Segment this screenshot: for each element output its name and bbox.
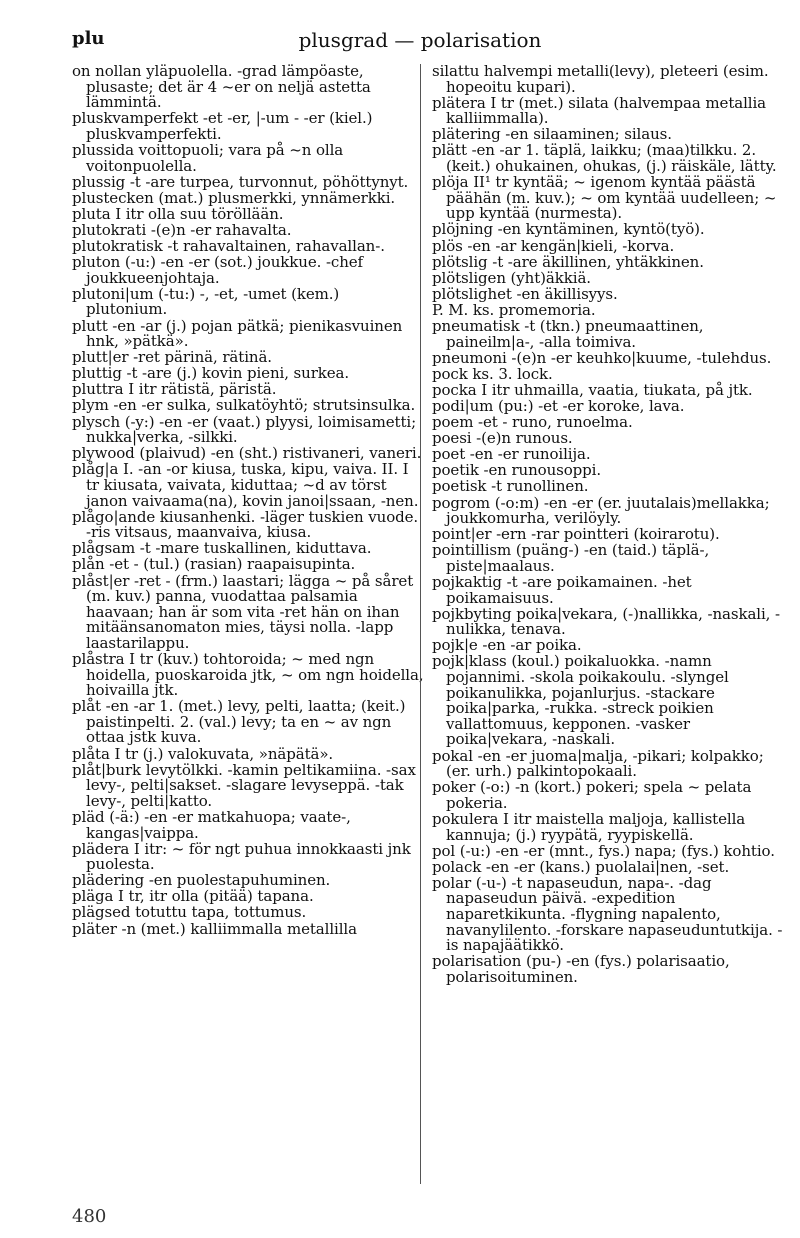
- dictionary-entry: plussig -t -are turpea, turvonnut, pöhöttynyt.: [72, 172, 409, 191]
- dictionary-entry: poker (-o:) -n (kort.) pokeri; spela ~ pelata pokeria.: [432, 778, 752, 812]
- dictionary-entry: plöja II¹ tr kyntää; ~ igenom kyntää päästä päähän (m. kuv.); ~ om kyntää uudelleen; ~ upp kyntää (nurmesta).: [432, 173, 777, 223]
- dictionary-entry: pojkbyting poika|vekara, (-)nallikka, -naskali, -nulikka, tenava.: [432, 604, 780, 639]
- dictionary-entry: plåstra I tr (kuv.) tohtoroida; ~ med ngn hoidella, puoskaroida jtk, ~ om ngn hoidella, hoivailla jtk.: [72, 649, 424, 700]
- dictionary-entry: polarisation (pu-) -en (fys.) polarisaatio, polarisoituminen.: [432, 952, 730, 986]
- dictionary-entry: pläter -n (met.) kalliimmalla metallilla: [72, 919, 357, 938]
- dictionary-entry: plötsligen (yht)äkkiä.: [432, 268, 591, 287]
- dictionary-entry: pneumoni -(e)n -er keuhko|kuume, -tulehdus.: [432, 348, 772, 367]
- dictionary-entry: plötslighet -en äkillisyys.: [432, 284, 618, 303]
- dictionary-entry: plåt -en -ar 1. (met.) levy, pelti, laatta; (keit.) paistinpelti. 2. (val.) levy; ta en ~ av ngn ottaa jstk kuva.: [72, 697, 406, 747]
- dictionary-entry: plågsam -t -mare tuskallinen, kiduttava.: [72, 539, 372, 558]
- dictionary-entry: polack -en -er (kans.) puolalai|nen, -set.: [432, 857, 730, 876]
- dictionary-entry: pojk|klass (koul.) poikaluokka. -namn pojannimi. -skola poikakoulu. -slyngel poikanulikka, pojanlurjus. -stackare poika|parka, -rukka. -streck poikien vallattomuus, kepponen. -vasker poika|vekara, -naskali.: [432, 652, 729, 749]
- dictionary-entry: silattu halvempi metalli(levy), pleteeri (esim. hopeoitu kupari).: [432, 62, 769, 96]
- dictionary-entry: plustecken (mat.) plusmerkki, ynnämerkki.: [72, 188, 396, 207]
- dictionary-entry: plussida voittopuoli; vara på ~n olla voitonpuolella.: [72, 140, 344, 175]
- guide-word: plu: [72, 28, 105, 49]
- dictionary-entry: on nollan yläpuolella. -grad lämpöaste, plusaste; det är 4 ~er on neljä astetta lämmintä.: [72, 62, 371, 112]
- dictionary-entry: pläga I tr, itr olla (pitää) tapana.: [72, 887, 314, 906]
- dictionary-entry: point|er -ern -rar pointteri (koirarotu).: [432, 525, 720, 544]
- dictionary-entry: plötslig -t -are äkillinen, yhtäkkinen.: [432, 252, 704, 271]
- dictionary-entry: pogrom (-o:m) -en -er (er. juutalais)mellakka; joukkomurha, verilöyly.: [432, 493, 770, 528]
- dictionary-entry: pol (-u:) -en -er (mnt., fys.) napa; (fys.) kohtio.: [432, 841, 775, 860]
- column-divider: [420, 64, 421, 1184]
- dictionary-entry: pneumatisk -t (tkn.) pneumaattinen, paineilm|a-, -alla toimiva.: [432, 317, 704, 351]
- dictionary-entry: plädera I itr: ~ för ngt puhua innokkaasti jnk puolesta.: [72, 839, 411, 874]
- dictionary-entry: pojkaktig -t -are poikamainen. -het poikamaisuus.: [432, 573, 692, 607]
- dictionary-entry: plywood (plaivud) -en (sht.) ristivaneri, vaneri.: [72, 444, 422, 463]
- dictionary-entry: pokulera I itr maistella maljoja, kallistella kannuja; (j.) ryypätä, ryypiskellä.: [432, 809, 746, 844]
- dictionary-entry: pluskvamperfekt -et -er, |-um - -er (kiel.) pluskvamperfekti.: [72, 109, 373, 143]
- page-title: plusgrad — polarisation: [298, 28, 542, 52]
- dictionary-entry: pock ks. 3. lock.: [432, 364, 553, 383]
- dictionary-entry: plätera I tr (met.) silata (halvempaa metallia kalliimmalla).: [432, 93, 767, 128]
- dictionary-entry: P. M. ks. promemoria.: [432, 300, 596, 319]
- dictionary-entry: plysch (-y:) -en -er (vaat.) plyysi, loimisametti; nukka|verka, -silkki.: [72, 412, 417, 447]
- dictionary-entry: plutt -en -ar (j.) pojan pätkä; pienikasvuinen hnk, »pätkä».: [72, 316, 403, 351]
- dictionary-entry: plåta I tr (j.) valokuvata, »näpätä».: [72, 744, 334, 763]
- dictionary-entry: pluttra I itr rätistä, päristä.: [72, 380, 277, 399]
- left-column: [72, 64, 424, 938]
- dictionary-entry: pointillism (puäng-) -en (taid.) täplä-, piste|maalaus.: [432, 541, 710, 575]
- page-header: [72, 28, 768, 58]
- right-column: [432, 64, 784, 986]
- page-number: 480: [72, 1206, 107, 1227]
- dictionary-entry: plutoni|um (-tu:) -, -et, -umet (kem.) plutonium.: [72, 284, 340, 319]
- dictionary-entry: polar (-u-) -t napaseudun, napa-. -dag napaseudun päivä. -expedition naparetkikunta. -flygning napalento, navanylilento. -forskare napaseuduntutkija. -is napajäätikkö.: [432, 873, 783, 955]
- dictionary-entry: plåst|er -ret - (frm.) laastari; lägga ~ på såret (m. kuv.) panna, vuodattaa palsamia haavaan; han är som vita -ret hän on ihan mitäänsanomaton mies, täysi nolla. -lapp laastarilappu.: [72, 571, 414, 652]
- dictionary-entry: pocka I itr uhmailla, vaatia, tiukata, på jtk.: [432, 380, 753, 399]
- dictionary-entry: plätering -en silaaminen; silaus.: [432, 125, 672, 144]
- dictionary-entry: pojk|e -en -ar poika.: [432, 636, 582, 655]
- dictionary-entry: poet -en -er runoilija.: [432, 445, 591, 464]
- dictionary-entry: plåt|burk levytölkki. -kamin peltikamiina. -sax levy-, pelti|sakset. -slagare levyseppä. -tak levy-, pelti|katto.: [72, 760, 416, 810]
- dictionary-entry: pluttig -t -are (j.) kovin pieni, surkea.: [72, 364, 350, 383]
- dictionary-entry: plädering -en puolestapuhuminen.: [72, 871, 331, 890]
- dictionary-entry: pokal -en -er juoma|malja, -pikari; kolpakko; (er. urh.) palkintopokaali.: [432, 746, 764, 781]
- dictionary-entry: pluton (-u:) -en -er (sot.) joukkue. -chef joukkueenjohtaja.: [72, 253, 364, 287]
- dictionary-entry: plätt -en -ar 1. täplä, laikku; (maa)tilkku. 2. (keit.) ohukainen, ohukas, (j.) räiskäle, lätty.: [432, 141, 777, 176]
- dictionary-entry: plutokratisk -t rahavaltainen, rahavallan-.: [72, 237, 385, 256]
- dictionary-entry: plägsed totuttu tapa, tottumus.: [72, 903, 307, 922]
- dictionary-entry: plös -en -ar kengän|kieli, -korva.: [432, 236, 675, 255]
- dictionary-entry: poem -et - runo, runoelma.: [432, 413, 633, 432]
- dictionary-entry: plåg|a I. -an -or kiusa, tuska, kipu, vaiva. II. I tr kiusata, vaivata, kiduttaa; ~d av törst janon vaivaama(na), kovin janoi|ssaan, -nen.: [72, 460, 419, 510]
- dictionary-entry: plutt|er -ret pärinä, rätinä.: [72, 348, 272, 367]
- dictionary-entry: poetik -en runousoppi.: [432, 461, 602, 480]
- dictionary-entry: poetisk -t runollinen.: [432, 477, 589, 496]
- dictionary-entry: plöjning -en kyntäminen, kyntö(työ).: [432, 220, 705, 239]
- dictionary-entry: pläd (-ä:) -en -er matkahuopa; vaate-, kangas|vaippa.: [72, 807, 351, 842]
- dictionary-entry: poesi -(e)n runous.: [432, 429, 573, 448]
- dictionary-entry: plym -en -er sulka, sulkatöyhtö; strutsinsulka.: [72, 396, 416, 415]
- dictionary-entry: pluta I itr olla suu töröllään.: [72, 204, 284, 223]
- dictionary-entry: plån -et - (tul.) (rasian) raapaisupinta.: [72, 555, 356, 574]
- dictionary-entry: plutokrati -(e)n -er rahavalta.: [72, 220, 292, 239]
- dictionary-entry: plågo|ande kiusanhenki. -läger tuskien vuode. -ris vitsaus, maanvaiva, kiusa.: [72, 507, 419, 542]
- dictionary-entry: podi|um (pu:) -et -er koroke, lava.: [432, 396, 685, 415]
